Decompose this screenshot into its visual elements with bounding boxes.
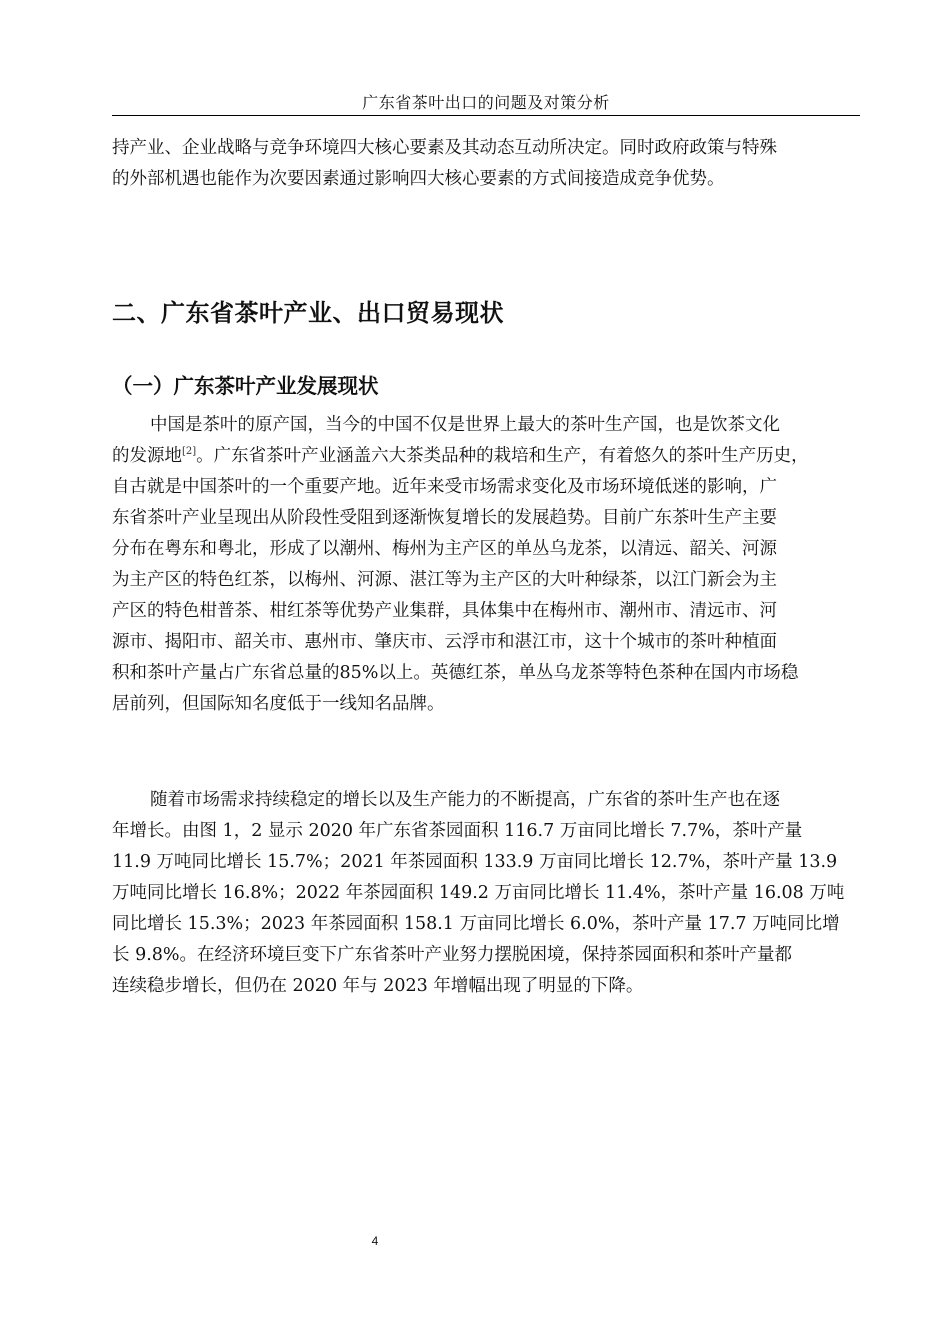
citation-ref: [2] <box>182 446 197 458</box>
section-heading: 二、广东省茶叶产业、出口贸易现状 <box>112 299 504 327</box>
line-text: 的发源地 <box>112 446 182 466</box>
paragraph-line: 年增长。由图 1，2 显示 2020 年广东省茶园面积 116.7 万亩同比增长 7.7%，茶叶产量 <box>112 821 803 841</box>
line-text: 。广东省茶叶产业涵盖六大茶类品种的栽培和生产，有着悠久的茶叶生产历史， <box>196 446 809 466</box>
paragraph-line: 中国是茶叶的原产国，当今的中国不仅是世界上最大的茶叶生产国，也是饮茶文化 <box>150 415 780 435</box>
paragraph-line: 分布在粤东和粤北，形成了以潮州、梅州为主产区的单丛乌龙茶，以清远、韶关、河源 <box>112 539 777 559</box>
paragraph-line: 居前列，但国际知名度低于一线知名品牌。 <box>112 694 445 714</box>
paragraph-line: 产区的特色柑普茶、柑红茶等优势产业集群，具体集中在梅州市、潮州市、清远市、河 <box>112 601 777 621</box>
header-rule <box>112 115 860 116</box>
paragraph-line: 的外部机遇也能作为次要因素通过影响四大核心要素的方式间接造成竞争优势。 <box>112 169 725 189</box>
paragraph-line: 东省茶叶产业呈现出从阶段性受阻到逐渐恢复增长的发展趋势。目前广东茶叶生产主要 <box>112 508 777 528</box>
paragraph-line: 自古就是中国茶叶的一个重要产地。近年来受市场需求变化及市场环境低迷的影响，广 <box>112 477 777 497</box>
paragraph-line: 同比增长 15.3%；2023 年茶园面积 158.1 万亩同比增长 6.0%，茶叶产量 17.7 万吨同比增 <box>112 914 840 934</box>
paragraph-line: 持产业、企业战略与竞争环境四大核心要素及其动态互动所决定。同时政府政策与特殊 <box>112 138 777 158</box>
paragraph-line: 为主产区的特色红茶，以梅州、河源、湛江等为主产区的大叶种绿茶，以江门新会为主 <box>112 570 777 590</box>
running-header-title: 广东省茶叶出口的问题及对策分析 <box>362 93 610 112</box>
body-paragraph-industry <box>112 410 862 720</box>
paragraph-line: 随着市场需求持续稳定的增长以及生产能力的不断提高，广东省的茶叶生产也在逐 <box>150 790 780 810</box>
paragraph-line: 积和茶叶产量占广东省总量的85%以上。英德红茶，单丛乌龙茶等特色茶种在国内市场稳 <box>112 663 799 683</box>
page-number: 4 <box>371 1234 379 1248</box>
paragraph-line: 连续稳步增长，但仍在 2020 年与 2023 年增幅出现了明显的下降。 <box>112 976 644 996</box>
paragraph-line: 11.9 万吨同比增长 15.7%；2021 年茶园面积 133.9 万亩同比增长 12.7%，茶叶产量 13.9 <box>112 852 838 872</box>
intro-paragraph <box>112 133 862 195</box>
paragraph-line: 万吨同比增长 16.8%；2022 年茶园面积 149.2 万亩同比增长 11.4%，茶叶产量 16.08 万吨 <box>112 883 845 903</box>
paragraph-line: 长 9.8%。在经济环境巨变下广东省茶叶产业努力摆脱困境，保持茶园面积和茶叶产量都 <box>112 945 793 965</box>
subsection-heading: （一）广东茶叶产业发展现状 <box>112 374 379 398</box>
paragraph-line: 源市、揭阳市、韶关市、惠州市、肇庆市、云浮市和湛江市，这十个城市的茶叶种植面 <box>112 632 777 652</box>
paragraph-line-with-citation <box>112 441 862 472</box>
body-paragraph-growth <box>112 785 862 1002</box>
